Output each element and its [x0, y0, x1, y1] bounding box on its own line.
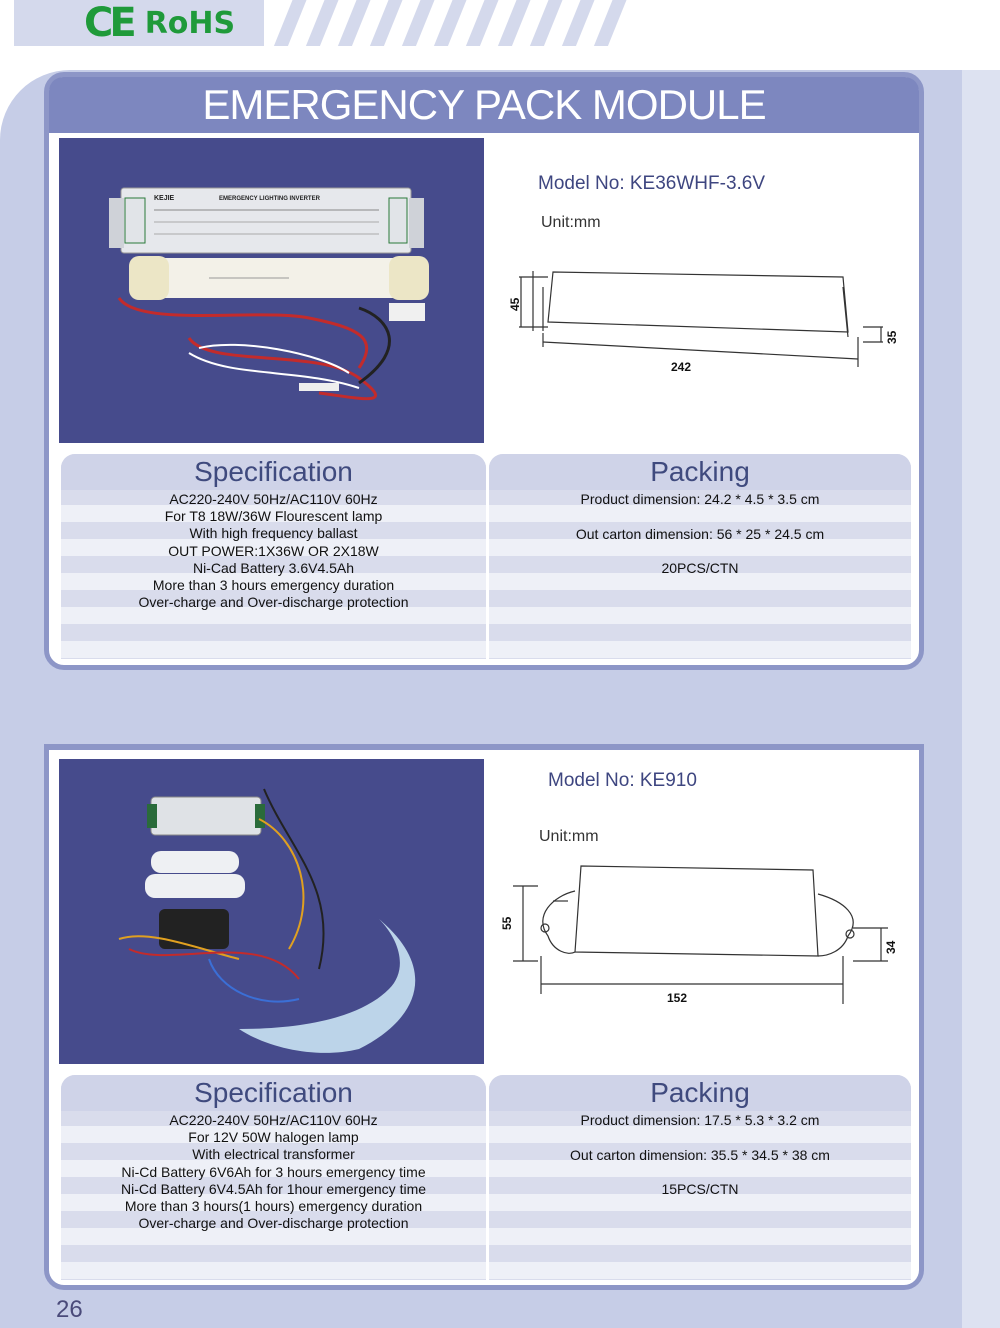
device-label: EMERGENCY LIGHTING INVERTER	[219, 196, 320, 202]
inverter-kit-image	[59, 138, 484, 443]
unit-label: Unit:mm	[539, 828, 599, 845]
product-photo	[59, 759, 484, 1064]
depth-dimension: 35	[885, 330, 899, 344]
dimension-drawing	[493, 856, 913, 1006]
spec-line: Over-charge and Over-discharge protection	[138, 594, 409, 611]
spec-line: AC220-240V 50Hz/AC110V 60Hz	[169, 491, 378, 507]
spec-line: For 12V 50W halogen lamp	[188, 1129, 359, 1146]
spec-line: For T8 18W/36W Flourescent lamp	[164, 508, 383, 525]
specification-list	[61, 1112, 486, 1232]
depth-dimension: 34	[884, 940, 898, 954]
specification-box	[61, 1075, 486, 1280]
decorative-stripes	[262, 0, 642, 46]
spec-line: More than 3 hours emergency duration	[152, 576, 395, 593]
specification-heading: Specification	[61, 1075, 486, 1111]
packing-line: 15PCS/CTN	[661, 1181, 739, 1197]
packing-heading: Packing	[489, 1075, 911, 1111]
spec-line: Over-charge and Over-discharge protection	[138, 1215, 409, 1232]
spec-line: Ni-Cd Battery 6V4.5Ah for 1hour emergency time	[120, 1180, 427, 1197]
spec-line: Ni-Cd Battery 6V6Ah for 3 hours emergency time	[121, 1163, 426, 1180]
spec-line: AC220-240V 50Hz/AC110V 60Hz	[169, 1112, 378, 1128]
header-band	[0, 0, 1000, 50]
certification-tab	[14, 0, 264, 46]
height-dimension: 55	[500, 916, 514, 930]
product-panel-ke36whf	[44, 72, 924, 670]
specification-box	[61, 454, 486, 659]
specification-heading: Specification	[61, 454, 486, 490]
ke910-kit-image	[59, 759, 484, 1064]
right-edge-strip	[962, 70, 1000, 1328]
packing-list	[489, 491, 911, 595]
dimension-drawing	[503, 247, 903, 387]
packing-line: Out carton dimension: 56 * 25 * 24.5 cm	[575, 525, 825, 542]
ce-mark-logo: CE	[84, 0, 133, 46]
packing-line: Product dimension: 24.2 * 4.5 * 3.5 cm	[580, 491, 820, 507]
packing-heading: Packing	[489, 454, 911, 490]
spec-line: Ni-Cad Battery 3.6V4.5Ah	[192, 559, 355, 576]
packing-line: Product dimension: 17.5 * 5.3 * 3.2 cm	[580, 1112, 820, 1128]
packing-box	[489, 454, 911, 659]
spec-line: More than 3 hours(1 hours) emergency duration	[124, 1197, 423, 1214]
packing-line: 20PCS/CTN	[661, 560, 739, 576]
title-bar	[49, 77, 919, 133]
brand-label: KEJIE	[154, 195, 175, 202]
rohs-logo: RoHS	[144, 5, 236, 41]
unit-label: Unit:mm	[541, 214, 601, 231]
page-number: 26	[56, 1296, 83, 1323]
model-number: Model No: KE36WHF-3.6V	[538, 173, 766, 194]
product-panel-ke910	[44, 744, 924, 1290]
length-dimension: 152	[667, 991, 688, 1005]
product-photo	[59, 138, 484, 443]
spec-line: With electrical transformer	[192, 1146, 355, 1163]
model-number: Model No: KE910	[548, 770, 697, 791]
spec-line: OUT POWER:1X36W OR 2X18W	[168, 542, 379, 559]
specification-list	[61, 491, 486, 611]
page-title: EMERGENCY PACK MODULE	[202, 81, 766, 128]
packing-line: Out carton dimension: 35.5 * 34.5 * 38 cm	[570, 1146, 830, 1163]
spec-line: With high frequency ballast	[189, 525, 358, 542]
packing-list	[489, 1112, 911, 1216]
length-dimension: 242	[671, 360, 692, 374]
height-dimension: 45	[508, 297, 522, 311]
packing-box	[489, 1075, 911, 1280]
